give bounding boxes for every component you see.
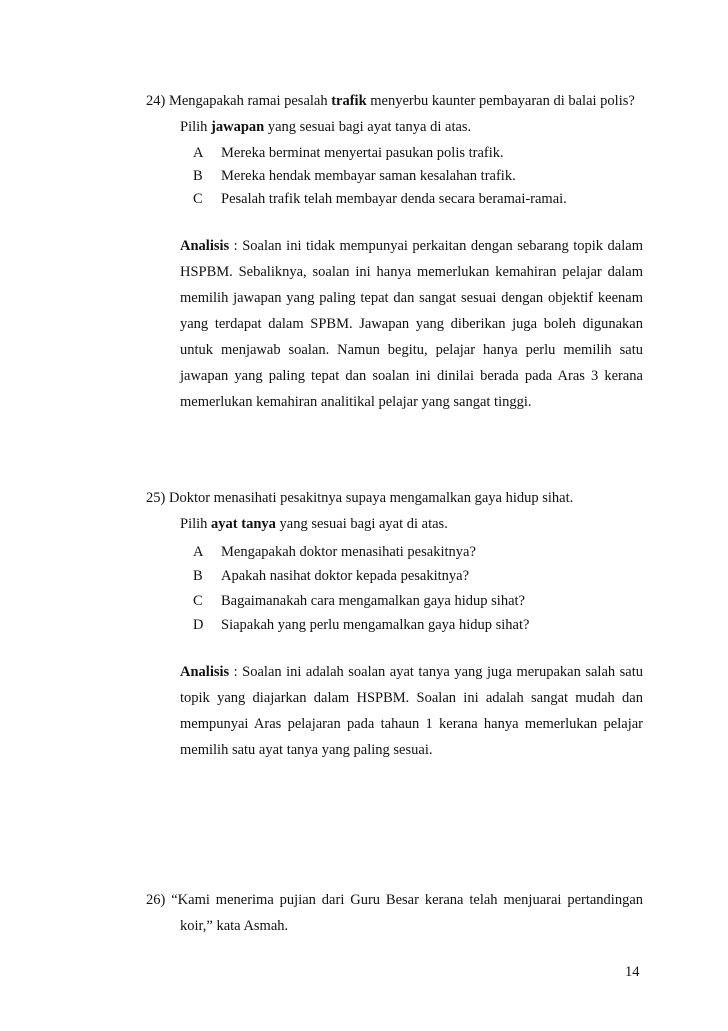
question-24-analysis-line-5: untuk menjawab soalan. Namun begitu, pelajar hanya perlu memilih satu bbox=[180, 342, 643, 358]
question-25-instruction-pre: Pilih bbox=[180, 516, 212, 532]
analysis-text: : Soalan ini tidak mempunyai perkaitan dengan sebarang topik dalam bbox=[229, 238, 643, 254]
option-text: Pesalah trafik telah membayar denda secara beramai-ramai. bbox=[221, 191, 567, 207]
question-24-stem bbox=[146, 92, 646, 110]
question-26-stem-line-2: koir,” kata Asmah. bbox=[180, 918, 289, 934]
question-24-stem-post: menyerbu kaunter pembayaran di balai polis? bbox=[366, 93, 635, 109]
question-24-analysis-line-2: HSPBM. Sebaliknya, soalan ini hanya memerlukan kemahiran pelajar dalam bbox=[180, 264, 643, 280]
question-25-instruction bbox=[180, 515, 448, 533]
option-text: Bagaimanakah cara mengamalkan gaya hidup sihat? bbox=[221, 593, 525, 609]
question-24-instruction bbox=[180, 118, 471, 136]
option-letter: A bbox=[193, 145, 204, 161]
analysis-text: : Soalan ini adalah soalan ayat tanya yang juga merupakan salah satu bbox=[229, 664, 643, 680]
option-letter: B bbox=[193, 168, 203, 184]
question-24-analysis-line-6: jawapan yang paling tepat dan soalan ini dinilai berada pada Aras 3 kerana bbox=[180, 368, 643, 384]
question-26-stem-text: “Kami menerima pujian dari Guru Besar kerana telah menjuarai pertandingan bbox=[171, 892, 644, 908]
option-letter: C bbox=[193, 191, 203, 207]
analysis-label: Analisis bbox=[180, 238, 230, 254]
question-24-instruction-pre: Pilih bbox=[180, 119, 212, 135]
question-24-analysis-line-3: memilih jawapan yang paling tepat dan sangat sesuai dengan objektif keenam bbox=[180, 290, 643, 306]
question-25-instruction-bold: ayat tanya bbox=[211, 516, 276, 532]
option-text: Mengapakah doktor menasihati pesakitnya? bbox=[221, 544, 476, 560]
question-24-analysis-line-1 bbox=[180, 237, 643, 255]
question-24-instruction-post: yang sesuai bagi ayat tanya di atas. bbox=[264, 119, 472, 135]
question-25-analysis-line-3: mempunyai Aras pelajaran pada tahaun 1 kerana hanya memerlukan pelajar bbox=[180, 716, 643, 732]
question-25-analysis-line-1 bbox=[180, 663, 643, 681]
question-24-instruction-bold: jawapan bbox=[211, 119, 265, 135]
question-25-instruction-post: yang sesuai bagi ayat di atas. bbox=[275, 516, 448, 532]
question-24-analysis-line-4: yang terdapat dalam SPBM. Jawapan yang diberikan juga boleh digunakan bbox=[180, 316, 643, 332]
option-text: Mereka berminat menyertai pasukan polis trafik. bbox=[221, 145, 504, 161]
option-text: Apakah nasihat doktor kepada pesakitnya? bbox=[221, 568, 470, 584]
question-26-number: 26) bbox=[146, 892, 166, 908]
question-25-stem bbox=[146, 489, 646, 507]
question-25-analysis-line-2: topik yang diajarkan dalam HSPBM. Soalan ini adalah sangat mudah dan bbox=[180, 690, 643, 706]
question-25-analysis-line-4: memilih satu ayat tanya yang paling sesuai. bbox=[180, 742, 433, 758]
question-25-number: 25) bbox=[146, 490, 166, 506]
question-24-stem-pre: Mengapakah ramai pesalah bbox=[168, 93, 332, 109]
option-letter: D bbox=[193, 617, 204, 633]
question-24-number: 24) bbox=[146, 93, 166, 109]
question-24-analysis-line-7: memerlukan kemahiran analitikal pelajar yang sangat tinggi. bbox=[180, 394, 532, 410]
option-text: Siapakah yang perlu mengamalkan gaya hidup sihat? bbox=[221, 617, 530, 633]
question-24-stem-bold: trafik bbox=[331, 93, 367, 109]
option-text: Mereka hendak membayar saman kesalahan trafik. bbox=[221, 168, 516, 184]
question-25-stem-text: Doktor menasihati pesakitnya supaya mengamalkan gaya hidup sihat. bbox=[168, 490, 574, 506]
option-letter: B bbox=[193, 568, 203, 584]
option-letter: A bbox=[193, 544, 204, 560]
question-26-stem-line-1 bbox=[146, 891, 643, 909]
page-number: 14 bbox=[625, 964, 640, 980]
option-letter: C bbox=[193, 593, 203, 609]
analysis-label: Analisis bbox=[180, 664, 230, 680]
